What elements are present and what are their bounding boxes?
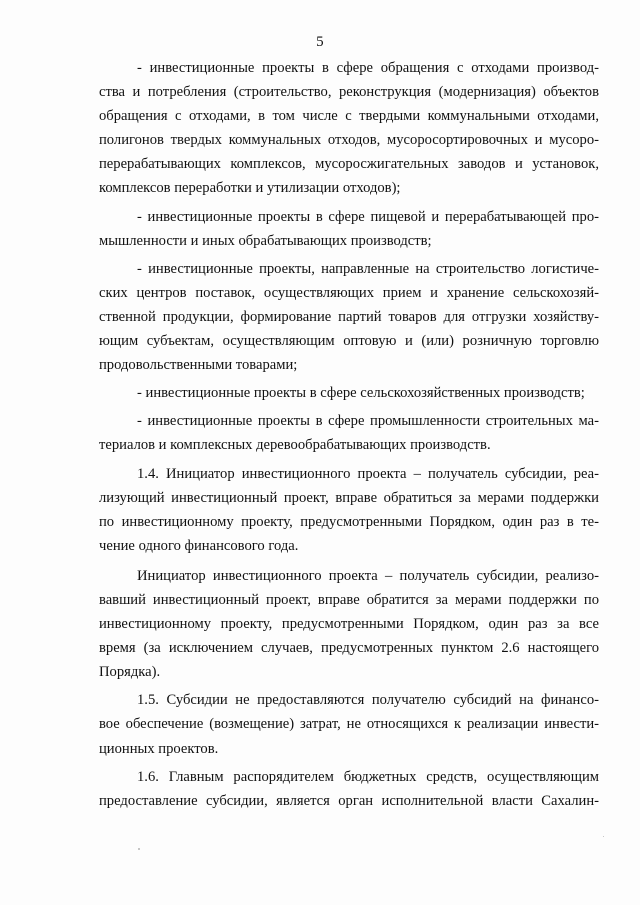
paragraph-logistics-centers <box>99 257 599 377</box>
text-line: 1.4. Инициатор инвестиционного проекта – получатель субсидии, реа- <box>137 465 599 482</box>
text-line: продовольственными товарами; <box>99 357 298 374</box>
text-line: полигонов твердых коммунальных отходов, мусоросортировочных и мусоро- <box>99 132 599 149</box>
text-line: инвестиционному проекту, предусмотренными Порядком, один раз за все <box>99 616 599 633</box>
paragraph-clause-1-4 <box>99 462 599 558</box>
text-line: ских центров поставок, осуществляющих прием и хранение сельскохозяй- <box>99 284 599 301</box>
text-line: обращения с отходами, в том числе с твердыми коммунальными отходами, <box>99 108 599 125</box>
text-line: по инвестиционному проекту, предусмотренными Порядком, один раз в те- <box>99 513 599 530</box>
text-line: чение одного финансового года. <box>99 537 299 554</box>
scan-speck <box>603 836 604 837</box>
text-line: 1.5. Субсидии не предоставляются получателю субсидий на финансо- <box>137 692 599 709</box>
text-line: - инвестиционные проекты в сфере промышленности строительных ма- <box>137 413 599 430</box>
text-line: - инвестиционные проекты в сфере пищевой и перерабатывающей про- <box>137 208 599 225</box>
scan-speck <box>138 848 140 850</box>
paragraph-construction-materials <box>99 409 599 457</box>
paragraph-clause-1-5 <box>99 688 599 760</box>
document-body <box>99 56 599 813</box>
text-line: ства и потребления (строительство, реконструкция (модернизация) объектов <box>99 84 599 101</box>
text-line: комплексов переработки и утилизации отходов); <box>99 180 401 197</box>
text-line: - инвестиционные проекты в сфере сельскохозяйственных производств; <box>137 385 585 402</box>
text-line: - инвестиционные проекты, направленные на строительство логистиче- <box>137 260 599 277</box>
text-line: мышленности и иных обрабатывающих производств; <box>99 232 432 249</box>
text-line: Инициатор инвестиционного проекта – получатель субсидии, реализо- <box>137 567 599 584</box>
paragraph-clause-1-6 <box>99 765 599 813</box>
text-line: вое обеспечение (возмещение) затрат, не относящихся к реализации инвести- <box>99 716 599 733</box>
text-line: 1.6. Главным распорядителем бюджетных средств, осуществляющим <box>137 768 599 785</box>
paragraph-agriculture <box>99 381 599 405</box>
text-line: - инвестиционные проекты в сфере обращения с отходами производ- <box>137 60 599 76</box>
paragraph-waste-management <box>99 56 599 201</box>
text-line: Порядка). <box>99 664 161 681</box>
text-line: ционных проектов. <box>99 740 219 757</box>
text-line: вавший инвестиционный проект, вправе обратится за мерами поддержки по <box>99 591 599 608</box>
paragraph-initiator-realized <box>99 564 599 684</box>
page-number: 5 <box>316 34 324 50</box>
text-line: лизующий инвестиционный проект, вправе обратиться за мерами поддержки <box>99 489 599 506</box>
text-line: ющим субъектам, осуществляющим оптовую и (или) розничную торговлю <box>99 333 599 350</box>
text-line: время (за исключением случаев, предусмотренных пунктом 2.6 настоящего <box>99 640 599 657</box>
text-line: перерабатывающих комплексов, мусоросжигательных заводов и установок, <box>99 156 599 173</box>
text-line: териалов и комплексных деревообрабатывающих производств. <box>99 437 491 454</box>
text-line: ственной продукции, формирование партий товаров для отгрузки хозяйству- <box>99 308 599 325</box>
paragraph-food-industry <box>99 205 599 253</box>
text-line: предоставление субсидии, является орган исполнительной власти Сахалин- <box>99 792 599 809</box>
